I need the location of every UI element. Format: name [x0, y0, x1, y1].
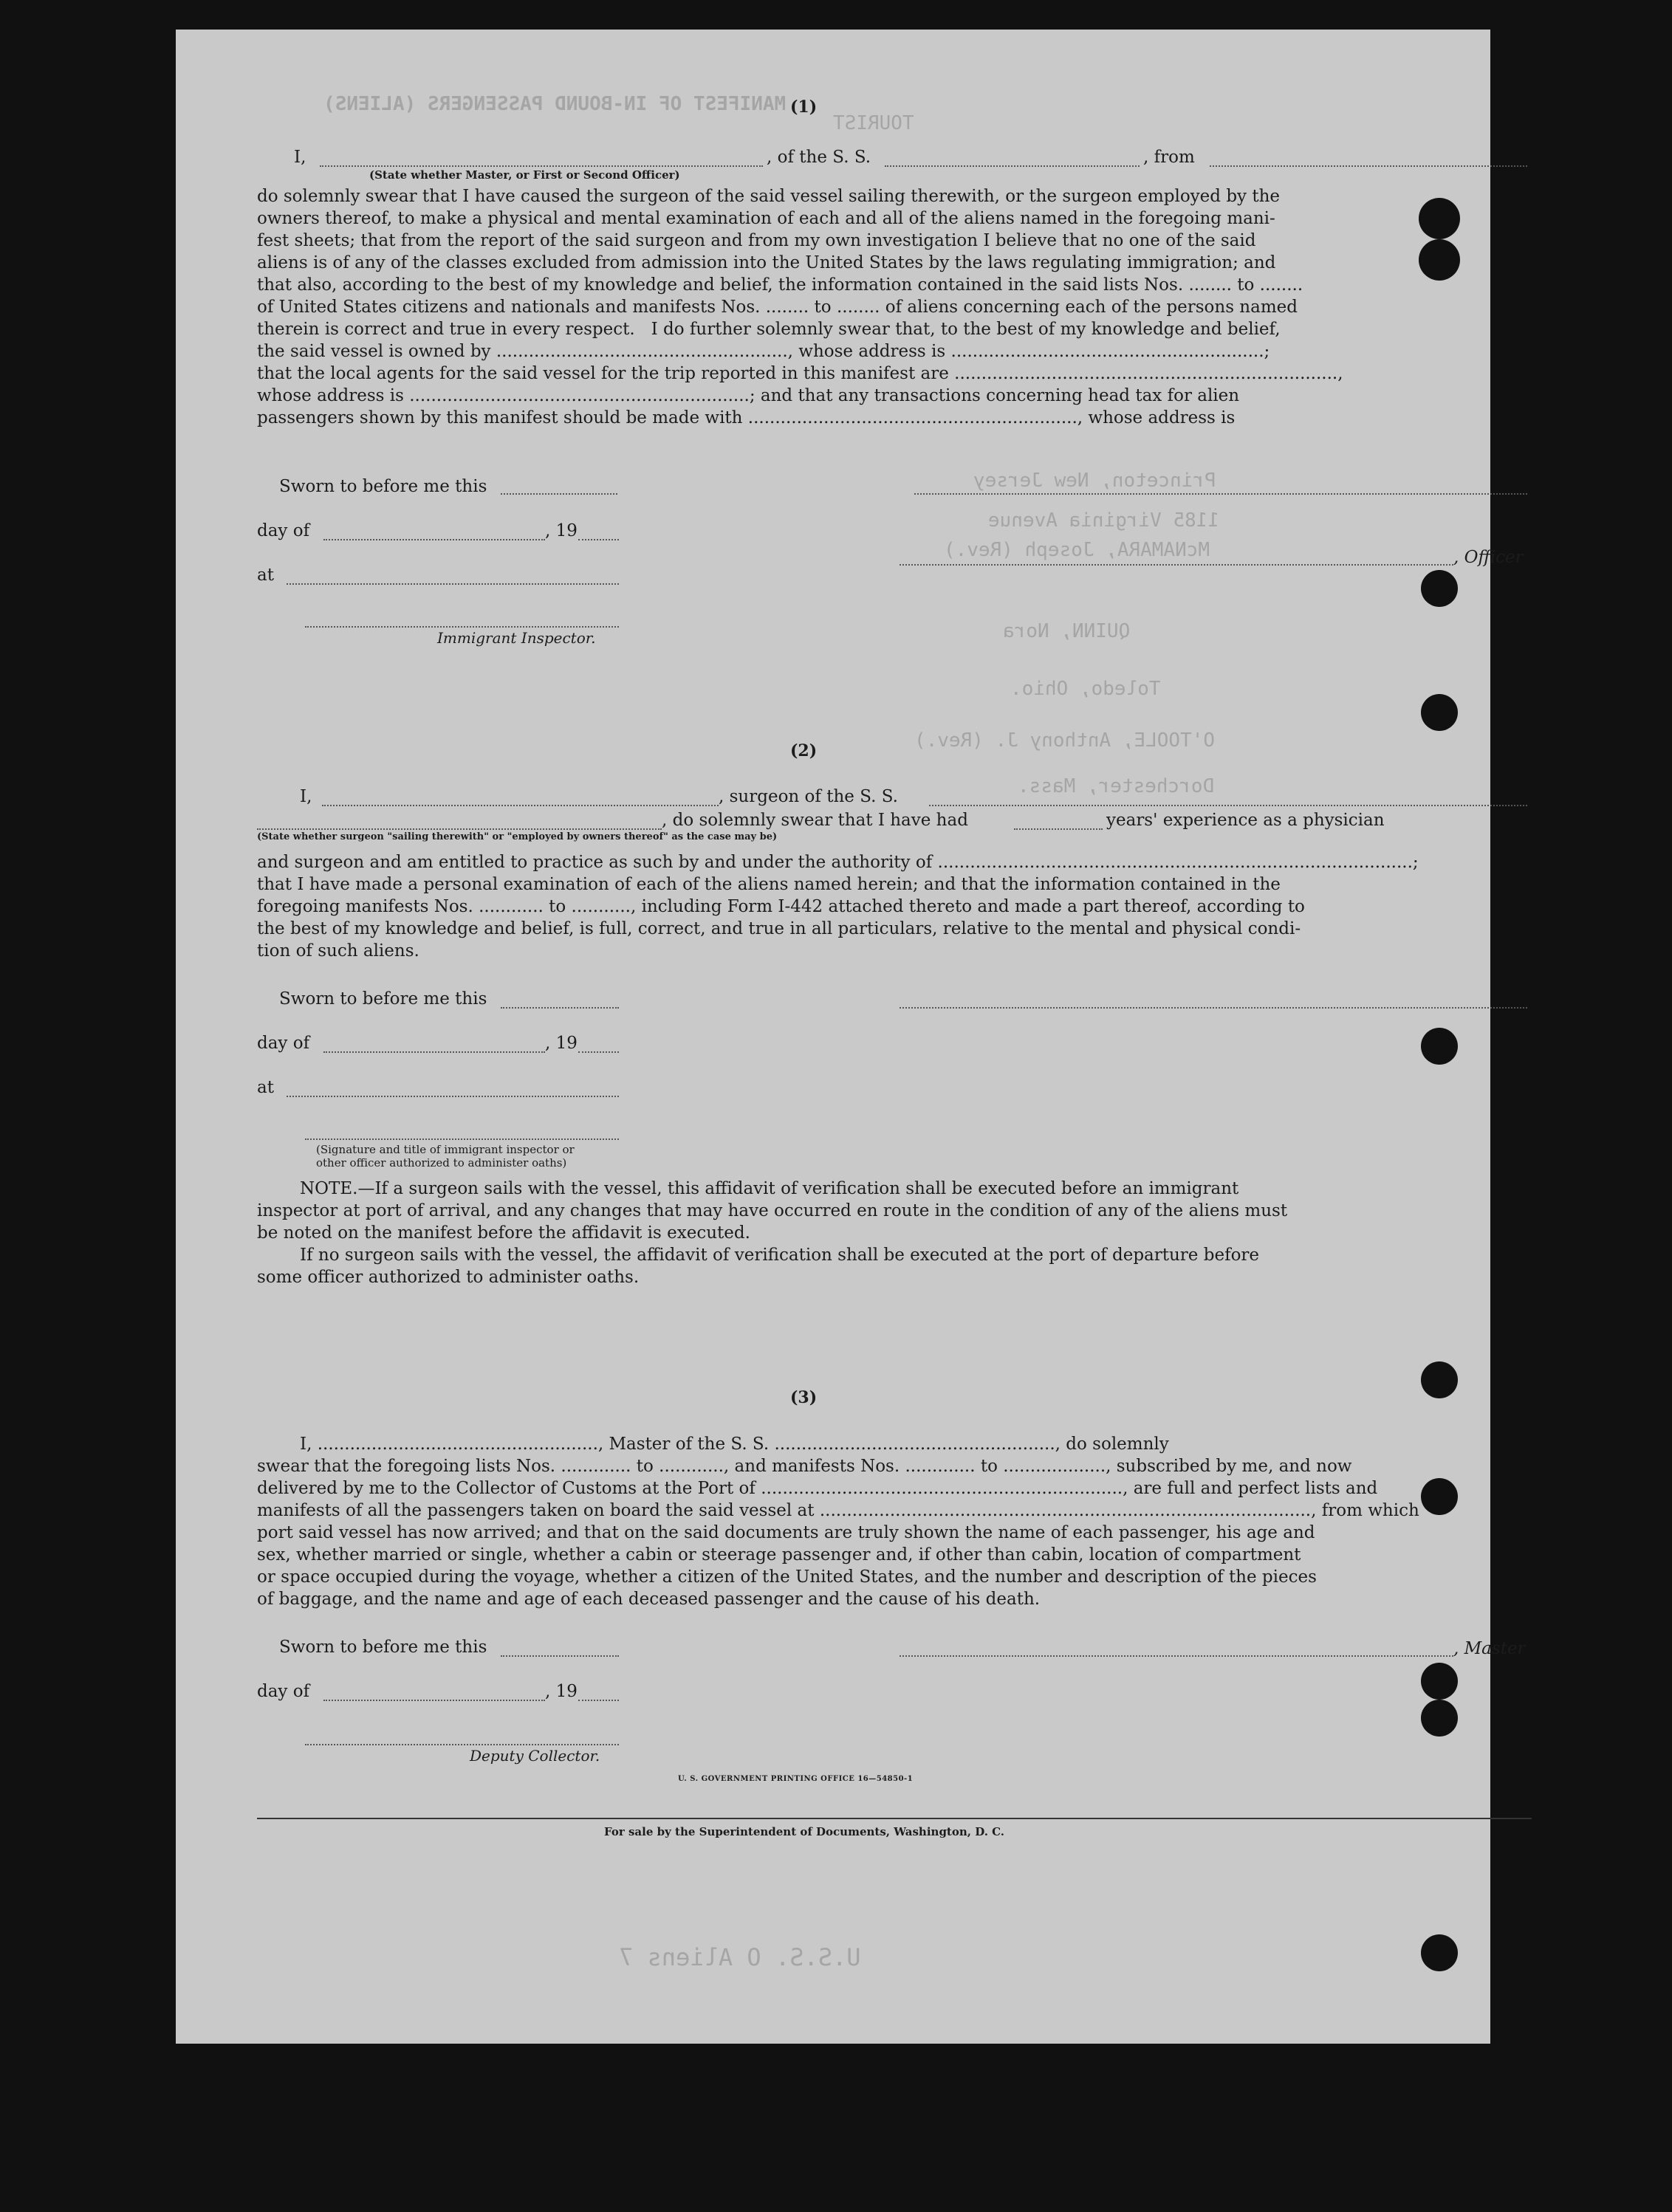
punch-hole [1421, 570, 1458, 607]
day-field[interactable] [323, 1051, 545, 1053]
deputy-collector-label: Deputy Collector. [470, 1747, 600, 1765]
footer-rule [257, 1818, 1532, 1819]
punch-hole [1421, 1361, 1458, 1398]
officer-caption: (State whether Master, or First or Second Officer) [369, 168, 680, 182]
section-1-line: that also, according to the best of my knowledge and belief, the information contained in the said lists Nos. ........ to ........ [257, 275, 1303, 295]
officer-label: , Officer [1453, 548, 1524, 567]
bleedthrough-row: Toledo, Ohio. [1010, 678, 1161, 700]
at-label: at [257, 1078, 274, 1097]
section-1-line: fest sheets; that from the report of the said surgeon and from my own investigation I believe that no one of the said [257, 231, 1256, 250]
sworn-label: Sworn to before me this [279, 989, 487, 1009]
years-field[interactable] [1014, 828, 1103, 830]
for-sale-notice: For sale by the Superintendent of Documents, Washington, D. C. [604, 1825, 1005, 1838]
year-label: , 19 [545, 521, 578, 540]
section-3-line: delivered by me to the Collector of Customs at the Port of ..................................................................., are full and perfect lists and [257, 1479, 1378, 1498]
section-1-number: (1) [790, 97, 818, 117]
section-2-line: tion of such aliens. [257, 941, 419, 961]
vessel-name-field[interactable] [885, 165, 1140, 167]
at-label: at [257, 566, 274, 585]
section-3-line: sex, whether married or single, whether a cabin or steerage passenger and, if other than cabin, location of compartment [257, 1545, 1301, 1564]
bleedthrough-row: QUINN, Nora [1003, 620, 1131, 642]
collector-signature-line[interactable] [305, 1744, 619, 1745]
officer-signature-line[interactable] [900, 564, 1453, 566]
section-3-line: port said vessel has now arrived; and that on the said documents are truly shown the name of each passenger, his age and [257, 1523, 1315, 1542]
sworn-label: Sworn to before me this [279, 1638, 487, 1657]
sworn-date-field[interactable] [501, 1655, 619, 1657]
printing-office-imprint: U. S. GOVERNMENT PRINTING OFFICE 16—54850-1 [678, 1775, 914, 1783]
year-label: , 19 [545, 1682, 578, 1701]
section-1-line: owners thereof, to make a physical and mental examination of each and all of the aliens named in the foregoing mani- [257, 209, 1275, 228]
punch-hole [1421, 1700, 1458, 1737]
section-2-line: foregoing manifests Nos. ............ to ..........., including Form I-442 attached thereto and made a part thereof, according to [257, 897, 1305, 916]
section-2-line: the best of my knowledge and belief, is full, correct, and true in all particulars, relative to the mental and physical condi- [257, 919, 1301, 938]
physician-label: years' experience as a physician [1106, 811, 1385, 830]
signature-caption: other officer authorized to administer oaths) [316, 1156, 567, 1169]
section-1-line: do solemnly swear that I have caused the surgeon of the said vessel sailing therewith, or the surgeon employed by the [257, 187, 1281, 206]
section-2-line: that I have made a personal examination of each of the aliens named herein; and that the information contained in the [257, 875, 1281, 894]
sworn-date-field[interactable] [501, 1007, 619, 1009]
section-1-line: aliens is of any of the classes excluded from admission into the United States by the laws regulating immigration; and [257, 253, 1276, 272]
oath-i-label: I, [300, 787, 312, 806]
section-3-line: of baggage, and the name and age of each deceased passenger and the cause of his death. [257, 1590, 1041, 1609]
place-field[interactable] [287, 1096, 619, 1097]
section-1-line: that the local agents for the said vessel for the trip reported in this manifest are ......................................................................., [257, 364, 1343, 383]
surgeon-name-field[interactable] [322, 805, 719, 806]
note-line: some officer authorized to administer oaths. [257, 1268, 640, 1287]
signature-caption: (Signature and title of immigrant inspector or [316, 1143, 575, 1156]
from-label: , from [1143, 148, 1195, 167]
day-field[interactable] [323, 539, 545, 540]
vessel-label: , of the S. S. [767, 148, 871, 167]
note-label: NOTE. [300, 1179, 358, 1198]
year-label: , 19 [545, 1034, 578, 1053]
surgeon-caption: (State whether surgeon "sailing therewith" or "employed by owners thereof" as the case may be) [257, 831, 778, 842]
punch-hole [1421, 1028, 1458, 1065]
section-3-line: swear that the foregoing lists Nos. ............. to ............, and manifests Nos. ............. to ..................., subscribed by me, and now [257, 1457, 1352, 1476]
section-1-line: whose address is ...............................................................; and that any transactions concerning head tax for alien [257, 386, 1240, 405]
bleedthrough-header: MANIFEST OF IN-BOUND PASSENGERS (ALIENS) [323, 93, 787, 115]
swear-years-label: , do solemnly swear that I have had [662, 811, 968, 830]
day-of-label: day of [257, 1034, 310, 1053]
signature-line[interactable] [914, 493, 1527, 495]
surgeon-vessel-label: , surgeon of the S. S. [719, 787, 898, 806]
section-3-line: I, ...................................................., Master of the S. S. ...................................................., do solemnly [300, 1435, 1169, 1454]
inspector-signature-line[interactable] [305, 626, 619, 628]
bleedthrough-row: Princeton, New Jersey [973, 470, 1216, 492]
surgeon-status-field[interactable] [257, 828, 662, 830]
officer-name-field[interactable] [320, 165, 763, 167]
year-field[interactable] [578, 1700, 619, 1701]
section-3-line: or space occupied during the voyage, whether a citizen of the United States, and the number and description of the pieces [257, 1567, 1317, 1587]
day-of-label: day of [257, 521, 310, 540]
section-2-number: (2) [790, 741, 818, 760]
surgeon-vessel-field[interactable] [929, 805, 1527, 806]
document-page [176, 30, 1526, 2044]
day-field[interactable] [323, 1700, 545, 1701]
bleedthrough-row: 1185 Virginia Avenue [988, 509, 1220, 532]
note-line: inspector at port of arrival, and any changes that may have occurred en route in the condition of any of the aliens must [257, 1201, 1288, 1220]
punch-hole [1421, 694, 1458, 731]
note-line [300, 1178, 1238, 1199]
section-1-line: of United States citizens and nationals and manifests Nos. ........ to ........ of aliens concerning each of the persons named [257, 298, 1298, 317]
inspector-signature-line[interactable] [305, 1138, 619, 1140]
year-field[interactable] [578, 539, 619, 540]
note-line: be noted on the manifest before the affidavit is executed. [257, 1223, 750, 1243]
section-3-number: (3) [790, 1388, 818, 1407]
bleedthrough-header: TOURIST [833, 112, 914, 134]
day-of-label: day of [257, 1682, 310, 1701]
departure-port-field[interactable] [1210, 165, 1527, 167]
sworn-label: Sworn to before me this [279, 477, 487, 496]
section-1-line: passengers shown by this manifest should be made with ............................................................., whose address is [257, 408, 1236, 427]
inspector-label: Immigrant Inspector. [437, 629, 596, 647]
sworn-date-field[interactable] [501, 493, 617, 495]
punch-hole [1421, 1934, 1458, 1971]
surgeon-signature-line[interactable] [900, 1007, 1527, 1009]
master-signature-line[interactable] [900, 1655, 1453, 1657]
bleedthrough-row: McNAMARA, Joseph (Rev.) [944, 539, 1210, 561]
section-3-line: manifests of all the passengers taken on board the said vessel at ..........................................................................................., from which [257, 1501, 1419, 1520]
section-1-line: the said vessel is owned by ......................................................, whose address is ..........................................................; [257, 342, 1270, 361]
oath-i-label: I, [294, 148, 306, 167]
bleedthrough-row: O'TOOLE, Anthony J. (Rev.) [914, 729, 1215, 752]
punch-hole [1421, 1663, 1458, 1700]
year-field[interactable] [578, 1051, 619, 1053]
master-label: , Master [1453, 1639, 1526, 1658]
note-line: If no surgeon sails with the vessel, the affidavit of verification shall be executed at the port of departure before [300, 1246, 1260, 1265]
section-2-line: and surgeon and am entitled to practice as such by and under the authority of ........................................................................................; [257, 853, 1419, 872]
section-1-line: therein is correct and true in every respect. I do further solemnly swear that, to the best of my knowledge and belief, [257, 320, 1281, 339]
note-text: —If a surgeon sails with the vessel, this affidavit of verification shall be executed before an immigrant [357, 1179, 1239, 1198]
bleedthrough-row: Dorchester, Mass. [1018, 775, 1215, 797]
place-field[interactable] [287, 583, 619, 585]
bleedthrough-footer: U.S.S. O Aliens 7 [619, 1943, 861, 1971]
